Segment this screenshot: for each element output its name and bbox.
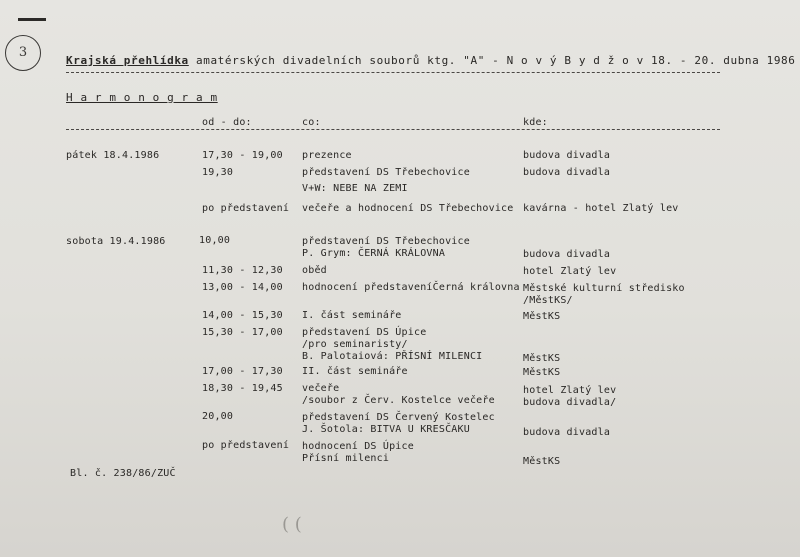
row-activity-line: hodnocení představeníČerná královna — [302, 282, 520, 293]
row-location-line: MěstKS — [523, 456, 561, 467]
row-time: 13,00 - 14,00 — [202, 282, 283, 293]
column-header-where: kde: — [523, 117, 548, 128]
row-time: 10,00 — [199, 235, 231, 246]
row-time: 17,30 - 19,00 — [202, 150, 283, 161]
row-time: 18,30 - 19,45 — [202, 383, 283, 394]
row-location-line: /MěstKS/ — [523, 295, 573, 306]
row-activity-line: /soubor z Červ. Kostelce večeře — [302, 395, 495, 406]
row-location-line: budova divadla — [523, 249, 611, 260]
footer-reference: Bl. č. 238/86/ZUČ — [70, 468, 176, 479]
row-activity-line: I. část semináře — [302, 310, 402, 321]
page-number-circle — [5, 35, 41, 71]
smudge-mark: ( ( — [282, 514, 302, 535]
row-activity-line: prezence — [302, 150, 352, 161]
row-activity-line: J. Šotola: BITVA U KRESČAKU — [302, 424, 470, 435]
title-rest: amatérských divadelních souborů ktg. "A" - N o v ý B y d ž o v 18. - 20. dubna 1986 — [188, 54, 796, 67]
row-activity-line: /pro seminaristy/ — [302, 339, 408, 350]
row-time: 17,00 - 17,30 — [202, 366, 283, 377]
row-time: 20,00 — [202, 411, 234, 422]
row-day: pátek 18.4.1986 — [66, 150, 160, 161]
title-rule — [66, 72, 720, 73]
header-rule — [66, 129, 720, 130]
page-number: 3 — [18, 45, 28, 60]
row-activity-line: Přísní milenci — [302, 453, 390, 464]
row-location-line: MěstKS — [523, 353, 561, 364]
row-time: 14,00 - 15,30 — [202, 310, 283, 321]
row-activity-line: V+W: NEBE NA ZEMI — [302, 183, 408, 194]
row-activity-line: představení DS Červený Kostelec — [302, 412, 495, 423]
row-activity-line: představení DS Úpice — [302, 327, 427, 338]
row-activity-line: P. Grym: ČERNÁ KRÁLOVNA — [302, 248, 446, 259]
row-location-line: MěstKS — [523, 367, 561, 378]
row-time: 11,30 - 12,30 — [202, 265, 283, 276]
row-activity-line: B. Palotaiová: PŘÍSNÍ MILENCI — [302, 351, 483, 362]
row-activity-line: II. část semináře — [302, 366, 408, 377]
row-location-line: kavárna - hotel Zlatý lev — [523, 203, 679, 214]
title-bold: Krajská přehlídka — [66, 54, 189, 67]
row-location-line: MěstKS — [523, 311, 561, 322]
row-location-line: hotel Zlatý lev — [523, 385, 617, 396]
column-header-time: od - do: — [202, 117, 252, 128]
row-activity-line: večeře a hodnocení DS Třebechovice — [302, 203, 514, 214]
row-time: po představení — [202, 203, 290, 214]
row-time: po představení — [202, 440, 290, 451]
row-activity-line: představení DS Třebechovice — [302, 167, 470, 178]
row-time: 19,30 — [202, 167, 234, 178]
row-location-line: budova divadla — [523, 150, 611, 161]
ink-mark — [18, 18, 46, 21]
row-time: 15,30 - 17,00 — [202, 327, 283, 338]
row-activity-line: oběd — [302, 265, 327, 276]
row-activity-line: hodnocení DS Úpice — [302, 441, 414, 452]
row-day: sobota 19.4.1986 — [66, 236, 166, 247]
document-title — [66, 54, 796, 67]
row-activity-line: večeře — [302, 383, 340, 394]
section-heading: H a r m o n o g r a m — [66, 91, 218, 104]
row-location-line: budova divadla — [523, 427, 611, 438]
row-location-line: Městské kulturní středisko — [523, 283, 685, 294]
row-location-line: hotel Zlatý lev — [523, 266, 617, 277]
column-header-what: co: — [302, 117, 321, 128]
row-location-line: budova divadla/ — [523, 397, 617, 408]
row-activity-line: představení DS Třebechovice — [302, 236, 470, 247]
row-location-line: budova divadla — [523, 167, 611, 178]
